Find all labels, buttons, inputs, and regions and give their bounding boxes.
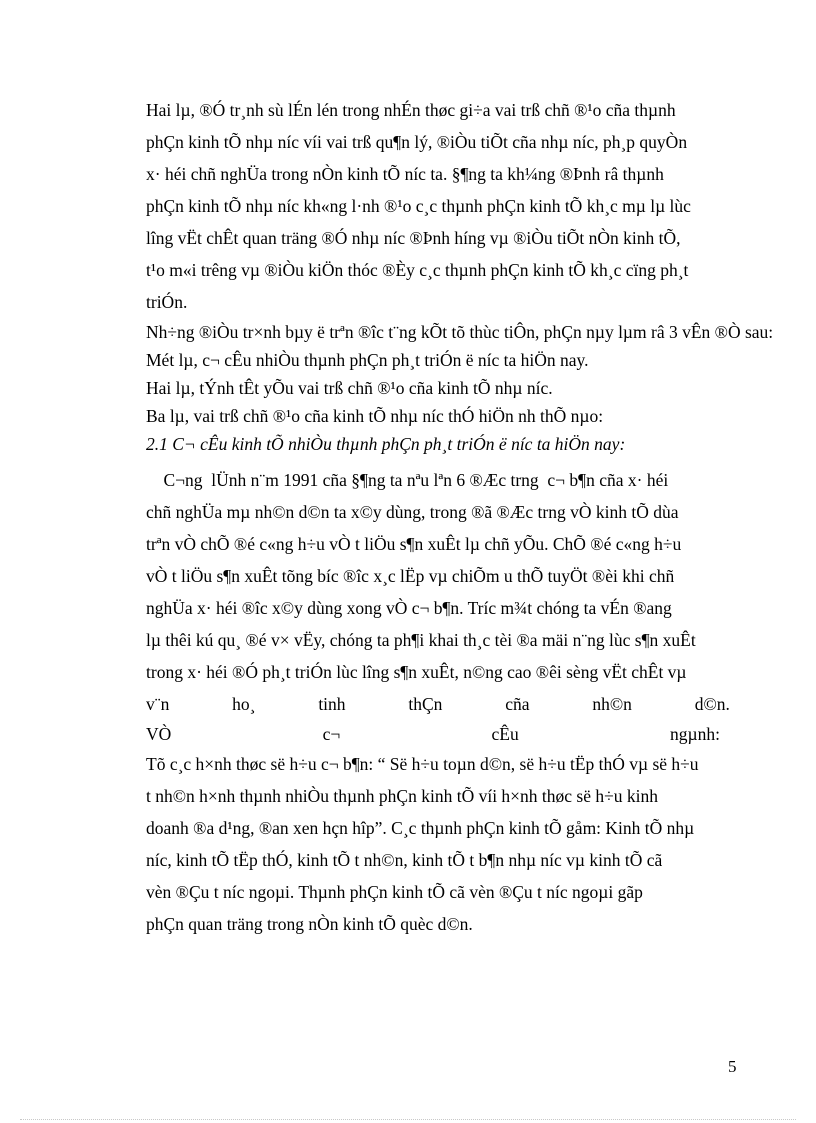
- text-line: phÇn kinh tÕ nhµ níc víi vai trß qu¶n lý, ®iÒu tiÕt cña nhµ níc, ph¸p quyÒn: [146, 132, 688, 152]
- word: VÒ: [146, 724, 172, 744]
- word: thÇn: [408, 694, 443, 714]
- paragraph-3: [146, 464, 730, 748]
- text-line: doanh ®a d¹ng, ®an xen hçn hîp”. C¸c thµnh phÇn kinh tÕ gåm: Kinh tÕ nhµ: [146, 818, 695, 838]
- text-line: chñ nghÜa mµ nh©n d©n ta x©y dùng, trong ®ã ®Æc trng vÒ kinh tÕ dùa: [146, 502, 679, 522]
- page-bottom-rule: [20, 1119, 796, 1120]
- text-line: x· héi chñ nghÜa trong nÒn kinh tÕ níc ta. §¶ng ta kh¼ng ®Þnh râ thµnh: [146, 164, 664, 184]
- text-line: Hai lµ, tÝnh tÊt yÕu vai trß chñ ®¹o cña kinh tÕ nhµ níc.: [146, 378, 553, 398]
- text-line: C¬ng lÜnh n¨m 1991 cña §¶ng ta nªu lªn 6 ®Æc trng c¬ b¶n cña x· héi: [146, 470, 669, 490]
- word: c¬: [322, 724, 341, 744]
- text-line: t nh©n h×nh thµnh nhiÒu thµnh phÇn kinh tÕ víi h×nh thøc së h÷u kinh: [146, 786, 658, 806]
- text-line: Tõ c¸c h×nh thøc së h÷u c¬ b¶n: “ Së h÷u toµn d©n, së h÷u tËp thÓ vµ së h÷u: [146, 754, 699, 774]
- text-line: nghÜa x· héi ®îc x©y dùng xong vÒ c¬ b¶n. Tríc m¾t chóng ta vÉn ®ang: [146, 598, 672, 618]
- text-line: Nh÷ng ®iÒu tr×nh bµy ë trªn ®îc t¨ng kÕt tõ thùc tiÔn, phÇn nµy lµm râ 3 vÊn ®Ò sau:: [146, 322, 774, 342]
- text-line: lîng vËt chÊt quan träng ®Ó nhµ níc ®Þnh híng vµ ®iÒu tiÕt nÒn kinh tÕ,: [146, 228, 681, 248]
- text-line: t¹o m«i trêng vµ ®iÒu kiÖn thóc ®Èy c¸c thµnh phÇn kinh tÕ kh¸c cïng ph¸t: [146, 260, 689, 280]
- text-line: lµ thêi kú qu¸ ®é v× vËy, chóng ta ph¶i khai th¸c tèi ®a mäi n¨ng lùc s¶n xuÊt: [146, 630, 696, 650]
- text-line: phÇn kinh tÕ nhµ níc kh«ng l·nh ®¹o c¸c thµnh phÇn kinh tÕ kh¸c mµ lµ lùc: [146, 196, 691, 216]
- text-line: trªn vÒ chÕ ®é c«ng h÷u vÒ t liÖu s¶n xuÊt lµ chñ yÕu. ChÕ ®é c«ng h÷u: [146, 534, 682, 554]
- text-line: triÓn.: [146, 292, 188, 312]
- word: ho¸: [232, 694, 256, 714]
- spread-line: [146, 688, 730, 720]
- text-line: Ba lµ, vai trß chñ ®¹o cña kinh tÕ nhµ níc thÓ hiÖn nh thÕ nµo:: [146, 406, 604, 426]
- text-line: vèn ®Çu t níc ngoµi. Thµnh phÇn kinh tÕ cã vèn ®Çu t níc ngoµi gãp: [146, 882, 643, 902]
- page-number: 5: [728, 1057, 737, 1076]
- paragraph-2: [146, 318, 774, 430]
- text-line: Mét lµ, c¬ cÊu nhiÒu thµnh phÇn ph¸t triÓn ë níc ta hiÖn nay.: [146, 350, 589, 370]
- word: nh©n: [592, 694, 632, 714]
- body-text: [146, 94, 774, 940]
- word: cÊu: [491, 724, 519, 744]
- text-line: Hai lµ, ®Ó tr¸nh sù lÉn lén trong nhÉn thøc gi÷a vai trß chñ ®¹o cña thµnh: [146, 100, 676, 120]
- paragraph-4: [146, 748, 730, 940]
- text-line: vÒ t liÖu s¶n xuÊt tõng bíc ®îc x¸c lËp vµ chiÕm u thÕ tuyÖt ®èi khi chñ: [146, 566, 675, 586]
- section-heading: 2.1 C¬ cÊu kinh tÕ nhiÒu thµnh phÇn ph¸t triÓn ë níc ta hiÖn nay:: [146, 434, 626, 454]
- text-line: níc, kinh tÕ tËp thÓ, kinh tÕ t nh©n, kinh tÕ t b¶n nhµ níc vµ kinh tÕ cã: [146, 850, 663, 870]
- spread-line: [146, 720, 730, 748]
- text-line: trong x· héi ®Ó ph¸t triÓn lùc lîng s¶n xuÊt, n©ng cao ®êi sèng vËt chÊt vµ: [146, 662, 687, 682]
- word: ngµnh:: [670, 724, 720, 744]
- word: v¨n: [146, 694, 170, 714]
- word: cña: [505, 694, 530, 714]
- word: tinh: [318, 694, 346, 714]
- text-line: phÇn quan träng trong nÒn kinh tÕ quèc d©n.: [146, 914, 473, 934]
- paragraph-1: [146, 94, 730, 318]
- word: d©n.: [694, 694, 730, 714]
